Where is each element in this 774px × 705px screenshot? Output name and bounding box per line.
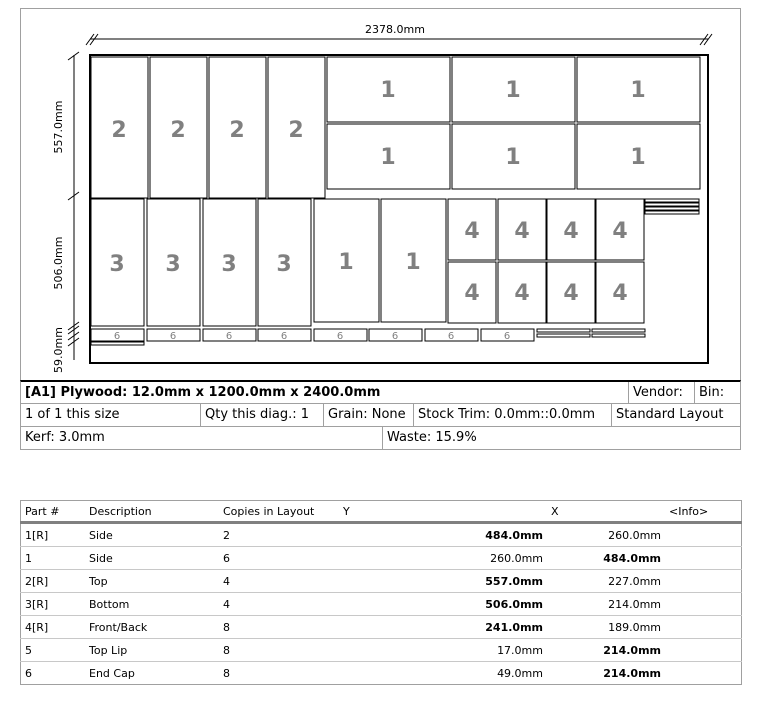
- layout-type: Standard Layout: [616, 407, 724, 422]
- kerf-value: Kerf: 3.0mm: [21, 427, 383, 449]
- part-label: 1: [380, 78, 396, 103]
- part-label: 4: [464, 219, 480, 244]
- cell-info: [665, 639, 742, 662]
- cell-copies: 8: [223, 666, 230, 680]
- height-dimension-top: 557.0mm: [52, 100, 65, 154]
- table-row: [21, 662, 742, 685]
- part-label: 3: [165, 252, 181, 277]
- table-header-row: [21, 501, 742, 523]
- part-5: [645, 199, 699, 202]
- table-row: [21, 616, 742, 639]
- cell-copies: 6: [219, 547, 339, 570]
- part-label: 4: [514, 281, 530, 306]
- cell-part: 4[R]: [21, 616, 86, 639]
- col-info: <Info>: [665, 501, 742, 523]
- height-dimension-bottom: 59.0mm: [52, 327, 65, 373]
- cell-part: 1: [21, 547, 86, 570]
- part-5: [537, 334, 590, 337]
- part-label: 4: [612, 219, 628, 244]
- waste-value: Waste: 15.9%: [387, 430, 477, 445]
- sheet-title: [A1] Plywood: 12.0mm x 1200.0mm x 2400.0mm: [21, 382, 629, 403]
- col-part: Part #: [21, 501, 86, 523]
- cell-info: [665, 662, 742, 685]
- col-y: Y: [339, 501, 547, 523]
- part-label: 1: [505, 78, 521, 103]
- cell-y: 49.0mm: [497, 666, 543, 680]
- vendor-label: Vendor:: [629, 382, 695, 403]
- cell-part: 2[R]: [21, 570, 86, 593]
- table-row: [21, 523, 742, 547]
- cell-y: 506.0mm: [339, 593, 547, 616]
- sheet-count: 1 of 1 this size: [21, 404, 201, 426]
- sheet-info-row-1: [20, 380, 741, 404]
- cell-description: Front/Back: [85, 616, 219, 639]
- part-label: 4: [563, 219, 579, 244]
- cell-x: 189.0mm: [547, 616, 665, 639]
- cell-copies: 4: [219, 570, 339, 593]
- cell-x: 484.0mm: [547, 547, 665, 570]
- cell-y: 17.0mm: [339, 639, 547, 662]
- table-row: [21, 593, 742, 616]
- cell-x: 214.0mm: [547, 639, 665, 662]
- cell-info: [665, 616, 742, 639]
- height-dimension-lines: [68, 52, 79, 360]
- cell-y: 557.0mm: [339, 570, 547, 593]
- width-dimension-label: 2378.0mm: [365, 23, 425, 36]
- cell-copies: 8: [219, 639, 339, 662]
- grain-setting: Grain: None: [324, 404, 414, 426]
- part-5: [592, 329, 645, 332]
- stock-trim: Stock Trim: 0.0mm::0.0mm: [414, 404, 612, 426]
- cell-description: Top Lip: [85, 639, 219, 662]
- part-label-small: 6: [336, 331, 344, 342]
- cell-info: [665, 547, 742, 570]
- part-label-small: 6: [225, 331, 233, 342]
- part-label: 1: [630, 145, 646, 170]
- cell-copies: 4: [219, 593, 339, 616]
- part-label: 3: [221, 252, 237, 277]
- parts-table: [20, 500, 742, 685]
- cell-y: 484.0mm: [339, 523, 547, 547]
- cell-info: [665, 523, 742, 547]
- cell-description: Side: [85, 547, 219, 570]
- part-label: 2: [111, 118, 127, 143]
- cell-part: 6: [25, 666, 32, 680]
- table-row: [21, 570, 742, 593]
- cell-description: Side: [85, 523, 219, 547]
- part-label-small: 6: [169, 331, 177, 342]
- part-label: 1: [338, 250, 354, 275]
- cell-x: 227.0mm: [547, 570, 665, 593]
- part-label-small: 6: [503, 331, 511, 342]
- cell-copies: 2: [219, 523, 339, 547]
- cell-description: Bottom: [85, 593, 219, 616]
- cell-info: [665, 593, 742, 616]
- cell-y: 241.0mm: [339, 616, 547, 639]
- cell-part: 5: [21, 639, 86, 662]
- part-label: 3: [109, 252, 125, 277]
- part-label-small: 6: [391, 331, 399, 342]
- cell-description: Top: [85, 570, 219, 593]
- col-x: X: [547, 501, 665, 523]
- part-label-small: 6: [113, 331, 121, 342]
- cell-y: 260.0mm: [339, 547, 547, 570]
- part-5: [537, 329, 590, 332]
- qty-diagram: Qty this diag.: 1: [201, 404, 324, 426]
- bin-label: Bin:: [699, 385, 725, 400]
- part-label: 2: [170, 118, 186, 143]
- part-label-small: 6: [280, 331, 288, 342]
- cell-info: [665, 570, 742, 593]
- cell-x: 214.0mm: [547, 593, 665, 616]
- part-label: 1: [505, 145, 521, 170]
- part-label: 4: [514, 219, 530, 244]
- part-label: 4: [612, 281, 628, 306]
- part-label-small: 6: [447, 331, 455, 342]
- part-5: [645, 203, 699, 206]
- sheet-info-row-3: [20, 427, 741, 450]
- cell-part: 3[R]: [21, 593, 86, 616]
- table-row: [21, 547, 742, 570]
- part-5: [645, 211, 699, 214]
- part-label: 1: [630, 78, 646, 103]
- cell-x: 260.0mm: [547, 523, 665, 547]
- cell-part: 1[R]: [21, 523, 86, 547]
- cell-copies: 8: [219, 616, 339, 639]
- height-dimension-middle: 506.0mm: [52, 236, 65, 290]
- sheet-info-row-2: [20, 404, 741, 427]
- part-label: 3: [276, 252, 292, 277]
- part-label: 2: [288, 118, 304, 143]
- part-label: 4: [563, 281, 579, 306]
- part-5: [592, 334, 645, 337]
- part-label: 2: [229, 118, 245, 143]
- part-label: 4: [464, 281, 480, 306]
- table-row: [21, 639, 742, 662]
- part-5: [645, 207, 699, 210]
- col-copies: Copies in Layout: [219, 501, 339, 523]
- part-label: 1: [405, 250, 421, 275]
- col-description: Description: [85, 501, 219, 523]
- cell-x: 214.0mm: [603, 666, 661, 680]
- part-5: [91, 342, 144, 345]
- part-label: 1: [380, 145, 396, 170]
- cell-description: End Cap: [89, 666, 135, 680]
